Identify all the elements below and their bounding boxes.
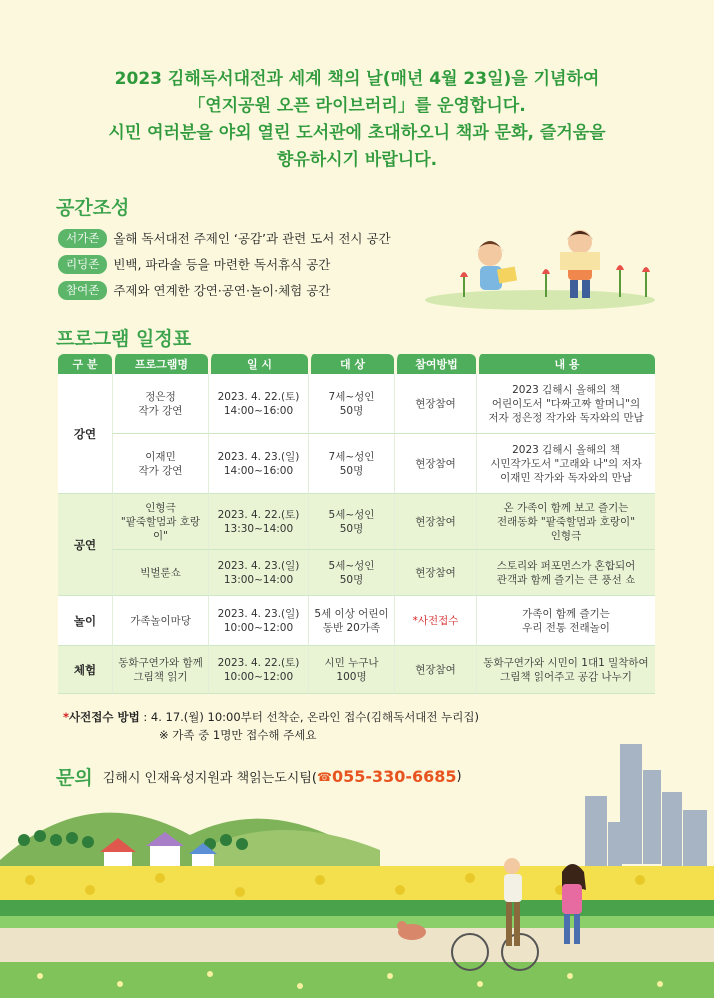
space-desc: 빈백, 파라솔 등을 마련한 독서휴식 공간 xyxy=(113,257,331,272)
space-item xyxy=(58,226,391,250)
program-name: 이재민 작가 강연 xyxy=(138,450,183,477)
category-cell: 체험 xyxy=(58,646,112,694)
target: 시민 누구나 100명 xyxy=(324,656,379,683)
program-name: 인형극 "팥죽할멈과 호랑이" xyxy=(120,501,201,542)
program-name: 빅벌룬쇼 xyxy=(140,566,181,579)
contact-title: 문의 xyxy=(56,767,93,789)
space-item xyxy=(58,252,391,276)
registration-note xyxy=(63,708,479,744)
column-header: 프로그램명 xyxy=(112,354,208,374)
content-cell xyxy=(476,596,655,646)
program-name-cell xyxy=(112,434,208,494)
method: 현장참여 xyxy=(415,566,456,579)
column-header: 대 상 xyxy=(308,354,394,374)
table-header-row xyxy=(58,354,655,374)
phone-icon: ☎ xyxy=(316,769,332,784)
date: 2023. 4. 23.(일) 13:00~14:00 xyxy=(217,559,300,586)
program-name: 가족놀이마당 xyxy=(130,614,191,627)
intro-text xyxy=(0,66,714,174)
content-cell xyxy=(476,646,655,694)
content: 동화구연가와 시민이 1대1 밀착하여 그림책 읽어주고 공감 나누기 xyxy=(483,656,649,683)
target: 5세 이상 어린이 동반 20가족 xyxy=(314,607,389,634)
table-row xyxy=(58,374,655,434)
note-text: : 4. 17.(월) 10:00부터 선착순, 온라인 접수(김해독서대전 누리집) xyxy=(139,710,479,724)
table-row xyxy=(58,646,655,694)
program-name-cell xyxy=(112,550,208,596)
phone-number[interactable]: 055-330-6685 xyxy=(331,767,457,786)
program-name: 정은정 작가 강연 xyxy=(138,390,183,417)
date: 2023. 4. 23.(일) 10:00~12:00 xyxy=(217,607,300,634)
note-sub: ※ 가족 중 1명만 접수해 주세요 xyxy=(159,728,317,742)
target: 7세~성인 50명 xyxy=(328,450,375,477)
space-tag: 리딩존 xyxy=(58,255,107,274)
content-cell xyxy=(476,494,655,550)
content-cell xyxy=(476,434,655,494)
target-cell xyxy=(308,494,394,550)
column-header: 구 분 xyxy=(58,354,112,374)
schedule-table xyxy=(58,354,655,694)
intro-line: 시민 여러분을 야외 열린 도서관에 초대하오니 책과 문화, 즐거움을 xyxy=(108,123,606,143)
date: 2023. 4. 23.(일) 14:00~16:00 xyxy=(217,450,300,477)
date-cell xyxy=(208,646,308,694)
space-item xyxy=(58,278,391,302)
method-cell xyxy=(394,494,476,550)
date: 2023. 4. 22.(토) 10:00~12:00 xyxy=(217,656,300,683)
program-name-cell xyxy=(112,646,208,694)
target: 5세~성인 50명 xyxy=(328,508,375,535)
footpath xyxy=(0,928,714,962)
method: *사전접수 xyxy=(412,614,459,627)
date-cell xyxy=(208,550,308,596)
table-row xyxy=(58,596,655,646)
method-cell xyxy=(394,550,476,596)
space-section-title: 공간조성 xyxy=(56,197,130,219)
content: 2023 김해시 올해의 책 어린이도서 "다짜고짜 할머니"의 저자 정은정 작가와 독자와의 만남 xyxy=(488,383,644,424)
target-cell xyxy=(308,596,394,646)
intro-line: 「연지공원 오픈 라이브러리」를 운영합니다. xyxy=(188,96,526,116)
program-name-cell xyxy=(112,596,208,646)
intro-line: 2023 김해독서대전과 세계 책의 날(매년 4월 23일)을 기념하여 xyxy=(114,69,600,89)
reading-children-illustration xyxy=(420,222,660,312)
date-cell xyxy=(208,374,308,434)
method: 현장참여 xyxy=(415,663,456,676)
table-row xyxy=(58,494,655,550)
content: 스토리와 퍼포먼스가 혼합되어 관객과 함께 즐기는 큰 풍선 쇼 xyxy=(496,559,636,586)
registration-note-line xyxy=(63,708,479,726)
method: 현장참여 xyxy=(415,457,456,470)
date: 2023. 4. 22.(토) 13:30~14:00 xyxy=(217,508,300,535)
target: 7세~성인 50명 xyxy=(328,390,375,417)
target-cell xyxy=(308,550,394,596)
space-desc: 올해 독서대전 주제인 ‘공감’과 관련 도서 전시 공간 xyxy=(113,231,391,246)
space-tag: 서가존 xyxy=(58,229,107,248)
table-row xyxy=(58,434,655,494)
space-desc: 주제와 연계한 강연·공연·놀이·체험 공간 xyxy=(113,283,331,298)
content: 온 가족이 함께 보고 즐기는 전래동화 "팥죽할멈과 호랑이" 인형극 xyxy=(496,501,636,542)
target-cell xyxy=(308,646,394,694)
target-cell xyxy=(308,434,394,494)
content: 2023 김해시 올해의 책 시민작가도서 "고래와 나"의 저자 이재민 작가와 독자와의 만남 xyxy=(490,443,642,484)
date-cell xyxy=(208,494,308,550)
date-cell xyxy=(208,596,308,646)
table-row xyxy=(58,550,655,596)
method-cell xyxy=(394,646,476,694)
content: 가족이 함께 즐기는 우리 전통 전래놀이 xyxy=(522,607,610,634)
date: 2023. 4. 22.(토) 14:00~16:00 xyxy=(217,390,300,417)
schedule-section-title: 프로그램 일정표 xyxy=(56,328,192,350)
city-buildings xyxy=(585,744,707,866)
content-cell xyxy=(476,550,655,596)
program-name-cell xyxy=(112,374,208,434)
program-name-cell xyxy=(112,494,208,550)
method: 현장참여 xyxy=(415,515,456,528)
space-list xyxy=(58,226,391,304)
program-name: 동화구연가와 함께 그림책 읽기 xyxy=(118,656,203,683)
column-header: 내 용 xyxy=(476,354,655,374)
column-header: 일 시 xyxy=(208,354,308,374)
note-label: 사전접수 방법 xyxy=(69,710,140,724)
date-cell xyxy=(208,434,308,494)
intro-line: 향유하시기 바랍니다. xyxy=(276,150,438,170)
column-header: 참여방법 xyxy=(394,354,476,374)
method: 현장참여 xyxy=(415,397,456,410)
category-cell: 공연 xyxy=(58,494,112,596)
target-cell xyxy=(308,374,394,434)
method-cell xyxy=(394,374,476,434)
target: 5세~성인 50명 xyxy=(328,559,375,586)
category-cell: 놀이 xyxy=(58,596,112,646)
contact-close: ) xyxy=(456,769,462,784)
space-tag: 참여존 xyxy=(58,281,107,300)
content-cell xyxy=(476,374,655,434)
method-cell xyxy=(394,434,476,494)
note-star: * xyxy=(63,710,70,724)
contact-text: 김해시 인재육성지원과 책읽는도시팀( xyxy=(102,771,317,786)
method-cell xyxy=(394,596,476,646)
park-landscape-illustration xyxy=(0,740,714,998)
category-cell: 강연 xyxy=(58,374,112,494)
